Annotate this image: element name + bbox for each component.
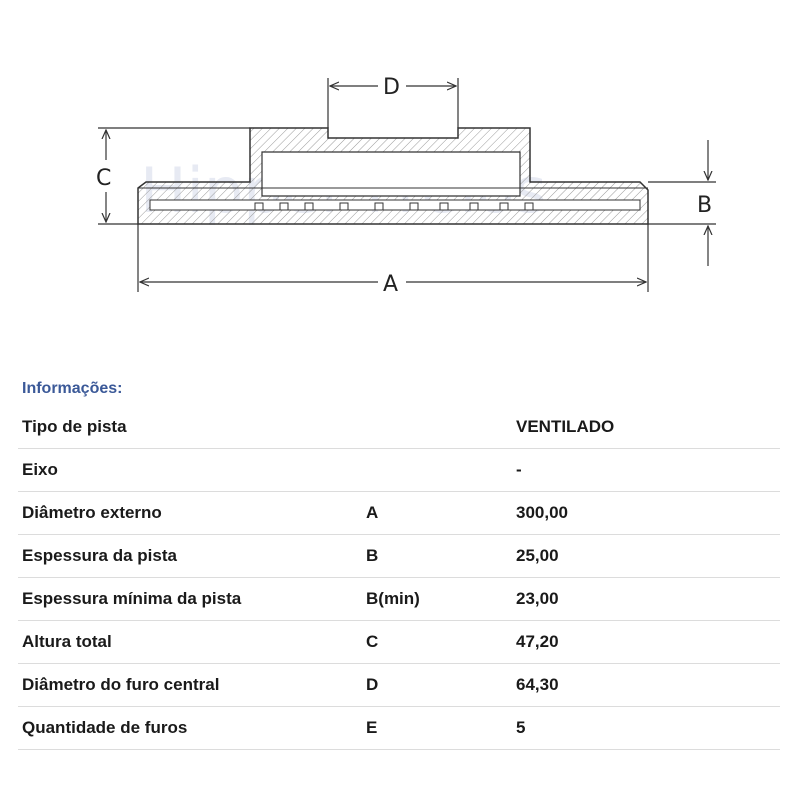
spec-table xyxy=(18,406,780,750)
spec-code: B xyxy=(362,535,512,578)
brake-disc-diagram xyxy=(0,0,800,330)
spec-code: A xyxy=(362,492,512,535)
dimension-b xyxy=(648,140,716,266)
spec-value: 64,30 xyxy=(512,664,780,707)
spec-label: Diâmetro do furo central xyxy=(18,664,362,707)
dimension-label-a: A xyxy=(383,272,399,297)
spec-row xyxy=(18,535,780,578)
spec-code: D xyxy=(362,664,512,707)
spec-code: C xyxy=(362,621,512,664)
dimension-d xyxy=(328,75,458,128)
spec-label: Espessura mínima da pista xyxy=(18,578,362,621)
spec-label: Altura total xyxy=(18,621,362,664)
spec-label: Espessura da pista xyxy=(18,535,362,578)
spec-code xyxy=(362,406,512,449)
spec-label: Diâmetro externo xyxy=(18,492,362,535)
spec-label: Quantidade de furos xyxy=(18,707,362,750)
spec-value: VENTILADO xyxy=(512,406,780,449)
spec-row xyxy=(18,449,780,492)
dimension-label-b: B xyxy=(697,193,713,218)
spec-value: 25,00 xyxy=(512,535,780,578)
info-section xyxy=(18,372,780,750)
spec-code: B(min) xyxy=(362,578,512,621)
dimension-label-c: C xyxy=(96,166,112,191)
info-title: Informações: xyxy=(22,380,123,397)
dimension-a xyxy=(138,224,648,297)
spec-value: 23,00 xyxy=(512,578,780,621)
dimension-label-d: D xyxy=(383,75,400,100)
spec-value: - xyxy=(512,449,780,492)
spec-label: Tipo de pista xyxy=(18,406,362,449)
spec-value: 5 xyxy=(512,707,780,750)
spec-label: Eixo xyxy=(18,449,362,492)
spec-value: 300,00 xyxy=(512,492,780,535)
spec-code: E xyxy=(362,707,512,750)
spec-row xyxy=(18,406,780,449)
spec-row xyxy=(18,664,780,707)
spec-value: 47,20 xyxy=(512,621,780,664)
spec-row xyxy=(18,578,780,621)
spec-code xyxy=(362,449,512,492)
spec-row xyxy=(18,492,780,535)
spec-row xyxy=(18,707,780,750)
spec-row xyxy=(18,621,780,664)
